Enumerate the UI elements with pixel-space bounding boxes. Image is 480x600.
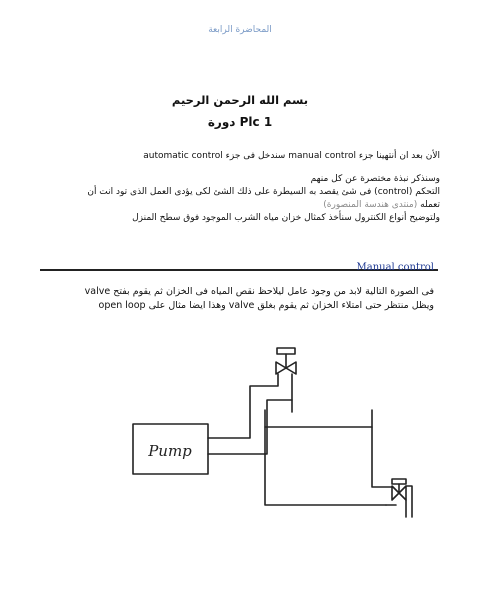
intro-line-2: وسنذكر نبذة مختصرة عن كل منهم xyxy=(310,174,440,184)
pump-label: Pump xyxy=(148,442,192,460)
intro-line-5: ولتوضيح أنواع الكنترول سنأخذ كمثال خزان مياه الشرب الموجود فوق سطح المنزل xyxy=(132,213,440,223)
outlet-pipe-right xyxy=(406,486,412,517)
intro-line-3: التحكم (control) فى شئ يقصد به السيطرة على ذلك الشئ لكى يؤدى العمل الذى تود انت أن xyxy=(87,187,440,197)
tank-wall-right xyxy=(372,410,392,487)
manual-line-1: فى الصورة التالية لابد من وجود عامل ليلاحظ نقص المياه فى الخزان ثم يقوم بفتح valve xyxy=(84,286,434,297)
inlet-valve-handle xyxy=(277,348,295,354)
forum-credit: (منتدى هندسة المنصورة) xyxy=(323,200,418,210)
manual-line-2: ويظل منتظر حتى امتلاء الخزان ثم يقوم بغلق valve وهذا ايضا مثال على open loop xyxy=(98,300,434,311)
outlet-valve-handle xyxy=(392,479,406,484)
tank-wall-left xyxy=(265,410,386,505)
page-header: المحاضرة الرابعة xyxy=(208,25,272,35)
manual-control-title: Manual control xyxy=(356,262,434,273)
basmala-heading: بسم الله الرحمن الرحيم xyxy=(171,93,309,107)
course-title: دورة Plc 1 xyxy=(207,115,273,129)
intro-line-1: الأن بعد ان أنتهينا جزء manual control سندخل فى جزء automatic control xyxy=(143,151,440,161)
intro-line-4-text: تعمله xyxy=(420,200,440,210)
